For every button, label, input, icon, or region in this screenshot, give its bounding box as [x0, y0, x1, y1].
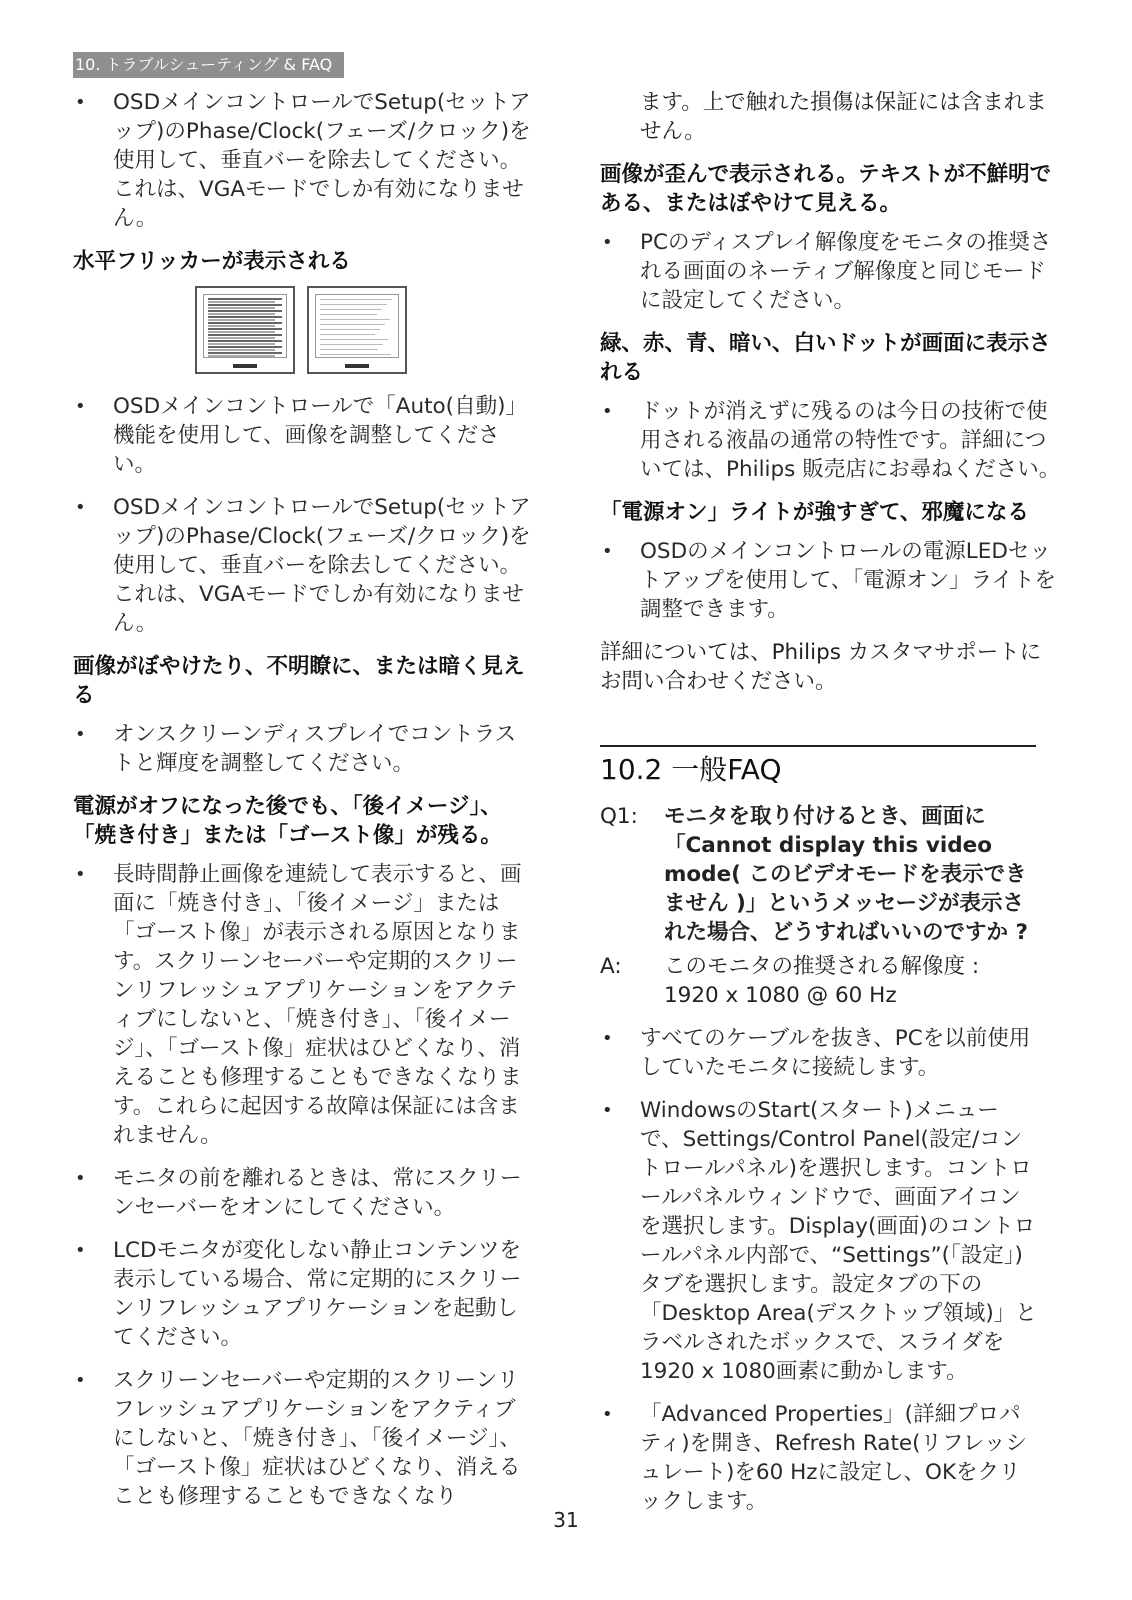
- bullet-phase-clock-2: • OSDメインコントロールでSetup(セットアップ)のPhase/Clock(フェーズ/クロック)を使用して、垂直バーを除去してください。これは、VGAモードでしか有効になりません。: [73, 493, 533, 638]
- bullet-contrast-brightness: • オンスクリーンディスプレイでコントラストと輝度を調整してください。: [73, 720, 533, 778]
- section-title: 10.2 一般FAQ: [600, 753, 782, 786]
- heading-power-light: 「電源オン」ライトが強すぎて、邪魔になる: [600, 500, 1029, 525]
- answer-text: このモニタの推奨される解像度 :: [664, 954, 980, 979]
- heading-horizontal-flicker: 水平フリッカーが表示される: [73, 249, 351, 274]
- section-divider: [600, 745, 1036, 747]
- bullet-native-resolution: • PCのディスプレイ解像度をモニタの推奨される画面のネーティブ解像度と同じモードに設定してください。: [600, 228, 1062, 315]
- faq-question-1: [600, 802, 1040, 947]
- closing-note: 詳細については、Philips カスタマサポートにお問い合わせください。: [600, 640, 1042, 694]
- question-label: Q1:: [600, 804, 638, 829]
- monitor-flicker-icon: [195, 286, 295, 374]
- bullet-auto-adjust: • OSDメインコントロールで「Auto(自動)」機能を使用して、画像を調整してください。: [73, 392, 533, 479]
- page-number: 31: [553, 1508, 579, 1532]
- answer-resolution: 1920 x 1080 @ 60 Hz: [664, 983, 897, 1008]
- bullet-power-led: • OSDのメインコントロールの電源LEDセットアップを使用して、「電源オン」ライトを調整できます。: [600, 537, 1062, 624]
- heading-burn-in: 電源がオフになった後でも、「後イメージ」、「焼き付き」または「ゴースト像」が残る。: [73, 794, 502, 848]
- bullet-reconnect-pc: • すべてのケーブルを抜き、PCを以前使用していたモニタに接続します。: [600, 1024, 1040, 1082]
- heading-dots: 緑、赤、青、暗い、白いドットが画面に表示される: [600, 331, 1051, 385]
- section-tag: 10. トラブルシューティング & FAQ: [73, 52, 344, 78]
- bullet-refresh-app: • LCDモニタが変化しない静止コンテンツを表示している場合、常に定期的にスクリーンリフレッシュアプリケーションを起動してください。: [73, 1236, 533, 1352]
- bullet-phase-clock-1: • OSDメインコントロールでSetup(セットアップ)のPhase/Clock(フェーズ/クロック)を使用して、垂直バーを除去してください。これは、VGAモードでしか有効になりません。: [73, 88, 533, 233]
- bullet-screensaver: • モニタの前を離れるときは、常にスクリーンセーバーをオンにしてください。: [73, 1164, 533, 1222]
- answer-label: A:: [600, 954, 622, 979]
- flicker-illustration: [195, 286, 533, 374]
- bullet-refresh-rate: • 「Advanced Properties」(詳細プロパティ)を開き、Refresh Rate(リフレッシュレート)を60 Hzに設定し、OKをクリックします。: [600, 1400, 1040, 1516]
- heading-blurry-image: 画像がぼやけたり、不明瞭に、または暗く見える: [73, 654, 525, 708]
- right-column: [600, 88, 1062, 696]
- faq-answer-1: [600, 952, 1040, 1010]
- monitor-clear-icon: [307, 286, 407, 374]
- question-text: モニタを取り付けるとき、画面に「Cannot display this video mode( このビデオモードを表示できません )」というメッセージが表示された場合、どうすればいいのですか ?: [664, 804, 1028, 945]
- left-column: [73, 88, 533, 1525]
- heading-distorted-image: 画像が歪んで表示される。テキストが不鮮明である、またはぼやけて見える。: [600, 162, 1052, 216]
- continuation-text: ます。上で触れた損傷は保証には含まれません。: [640, 90, 1047, 144]
- bullet-windows-settings: • WindowsのStart(スタート)メニューで、Settings/Control Panel(設定/コントロールパネル)を選択します。コントロールパネルウィンドウで、画面アイコンを選択します。Display(画面)のコントロールパネル内部で、“Settings”(「設定」)タブを選択します。設定タブの下の「Desktop Area(デスクトップ領域)」とラベルされたボックスで、スライダを1920 x 1080画素に動かします。: [600, 1096, 1040, 1386]
- bullet-dots-explanation: • ドットが消えずに残るのは今日の技術で使用される液晶の通常の特性です。詳細については、Philips 販売店にお尋ねください。: [600, 397, 1062, 484]
- bullet-burn-in-warning: • スクリーンセーバーや定期的スクリーンリフレッシュアプリケーションをアクティブにしないと、「焼き付き」、「後イメージ」、「ゴースト像」症状はひどくなり、消えることも修理することもできなくなり: [73, 1366, 533, 1511]
- bullet-burn-in-cause: • 長時間静止画像を連続して表示すると、画面に「焼き付き」、「後イメージ」または「ゴースト像」が表示される原因となります。スクリーンセーバーや定期的スクリーンリフレッシュアプリケーションをアクティブにしないと、「焼き付き」、「後イメージ」、「ゴースト像」症状はひどくなり、消えることも修理することもできなくなります。これらに起因する故障は保証には含まれません。: [73, 860, 533, 1150]
- answer-steps: [600, 1024, 1040, 1530]
